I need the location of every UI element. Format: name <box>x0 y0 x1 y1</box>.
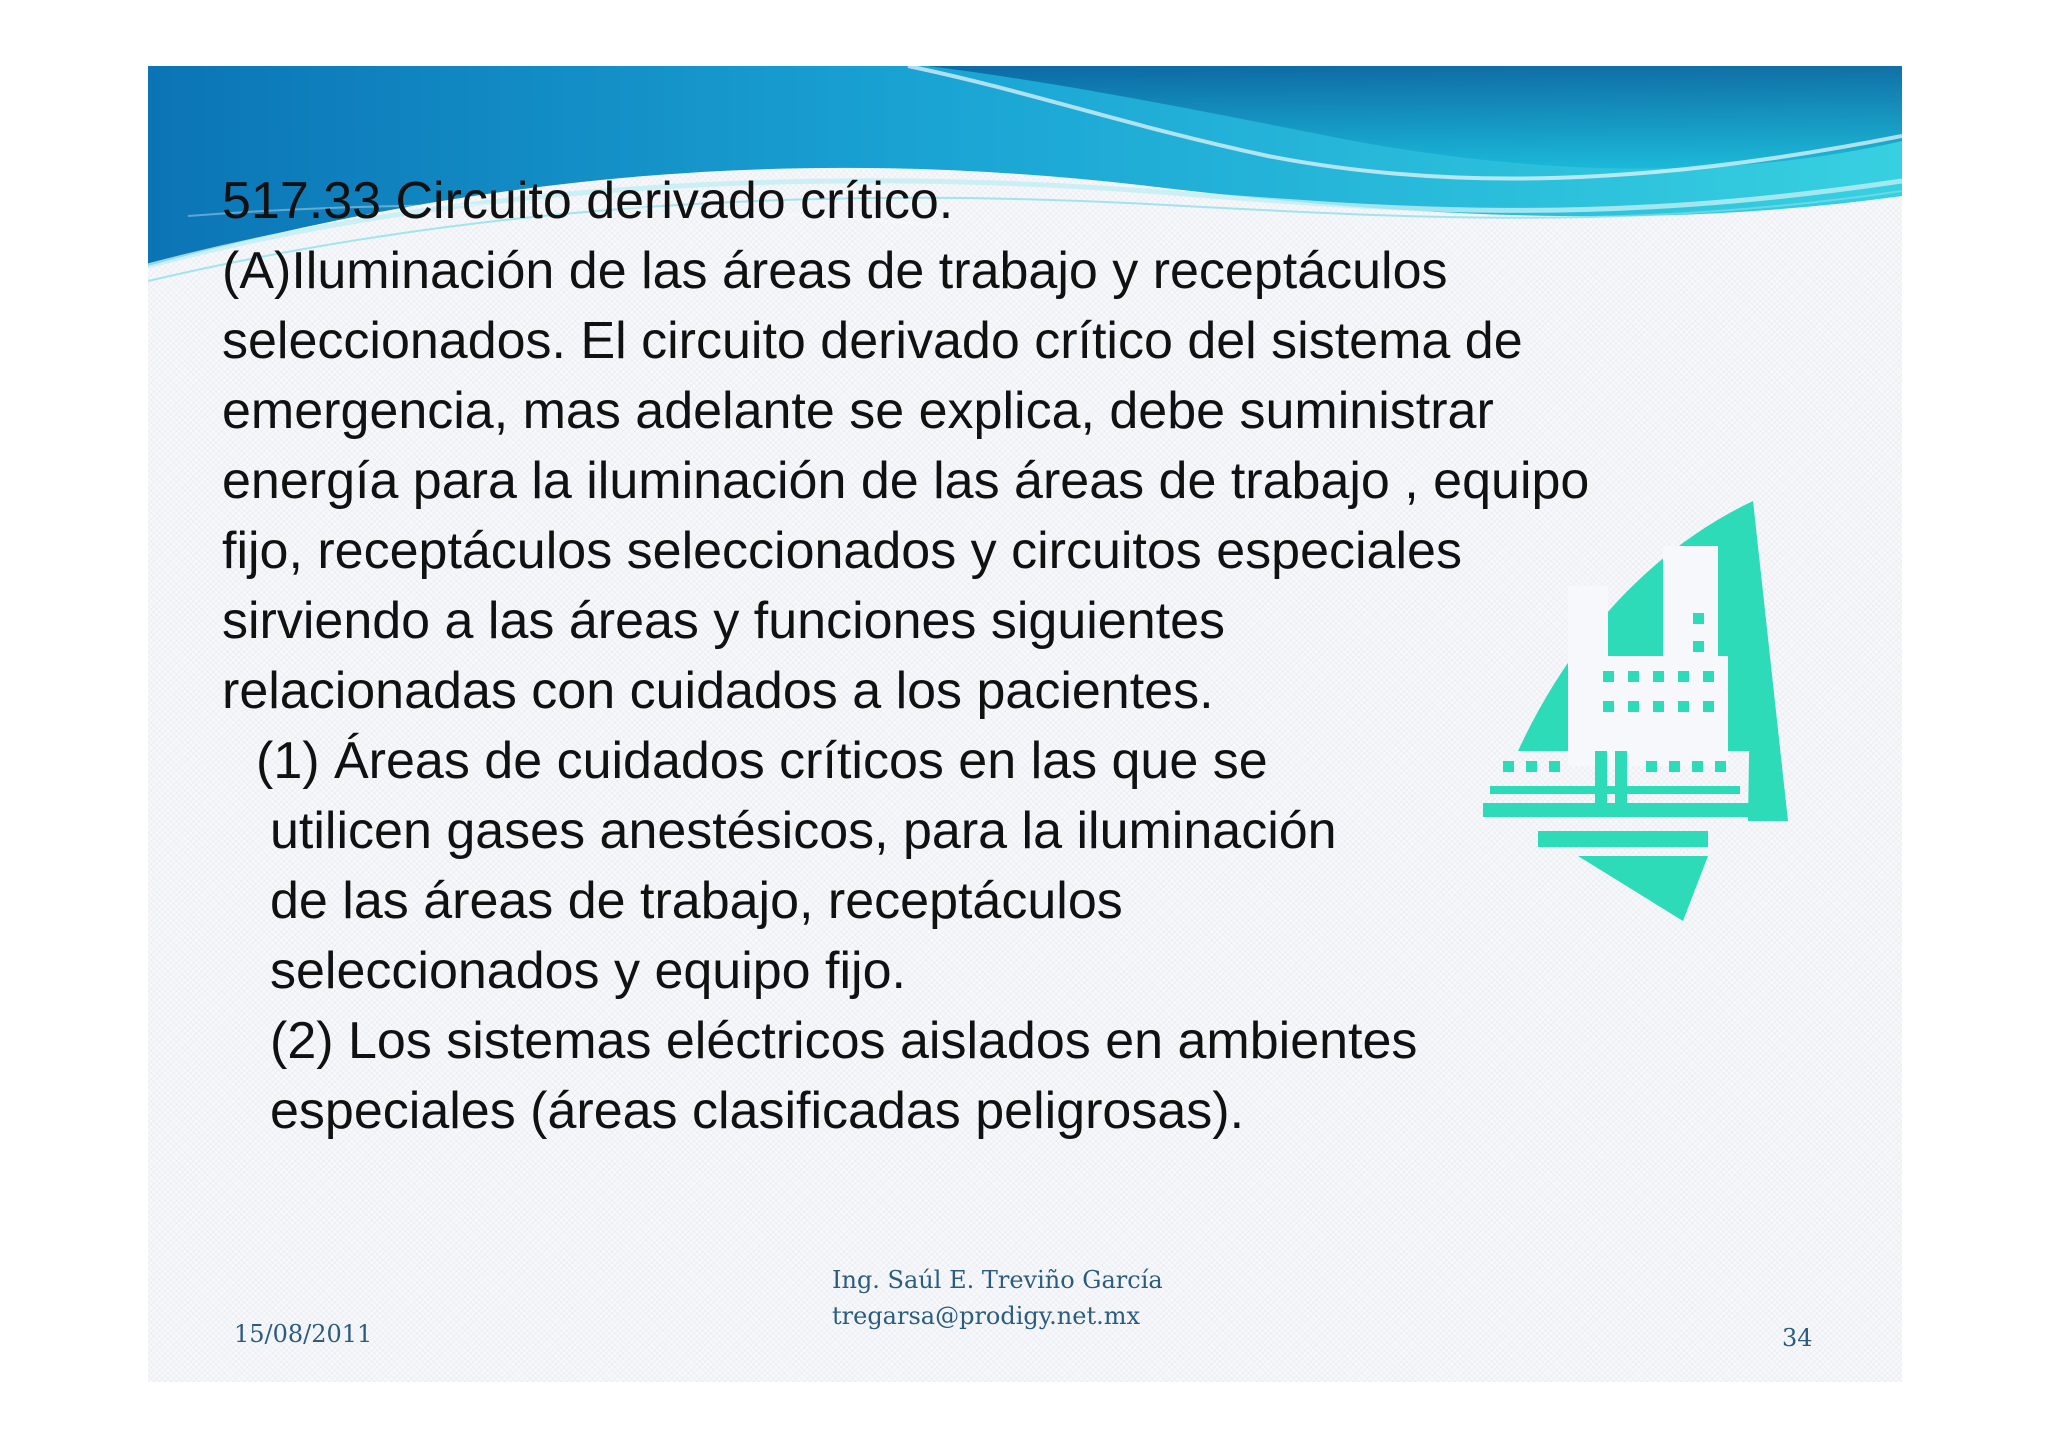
author-email: tregarsa@prodigy.net.mx <box>832 1302 1141 1330</box>
paragraph-line: relacionadas con cuidados a los pacientes. <box>222 662 1214 720</box>
list-item-1-cont: de las áreas de trabajo, receptáculos <box>270 872 1123 930</box>
list-item-1-cont: utilicen gases anestésicos, para la iluminación <box>270 802 1337 860</box>
paragraph-line: seleccionados. El circuito derivado crítico del sistema de <box>222 312 1523 370</box>
list-item-2-cont: especiales (áreas clasificadas peligrosas). <box>270 1082 1245 1140</box>
page-number: 34 <box>1782 1324 1813 1352</box>
section-heading: 517.33 Circuito derivado crítico. <box>222 172 954 230</box>
paragraph-line: fijo, receptáculos seleccionados y circuitos especiales <box>222 522 1462 580</box>
paragraph-line: energía para la iluminación de las áreas de trabajo , equipo <box>222 452 1590 510</box>
slide <box>148 66 1902 1382</box>
paragraph-line: emergencia, mas adelante se explica, debe suministrar <box>222 382 1494 440</box>
footer-author-block <box>832 1262 1163 1334</box>
paragraph-line: (A)Iluminación de las áreas de trabajo y receptáculos <box>222 242 1448 300</box>
slide-body-text <box>222 166 1842 1146</box>
list-item-1-cont: seleccionados y equipo fijo. <box>270 942 906 1000</box>
list-item-2: (2) Los sistemas eléctricos aislados en ambientes <box>270 1012 1418 1070</box>
author-name: Ing. Saúl E. Treviño García <box>832 1266 1163 1294</box>
footer-date: 15/08/2011 <box>234 1320 373 1348</box>
list-item-1: (1) Áreas de cuidados críticos en las que se <box>256 732 1268 790</box>
paragraph-line: sirviendo a las áreas y funciones siguientes <box>222 592 1226 650</box>
